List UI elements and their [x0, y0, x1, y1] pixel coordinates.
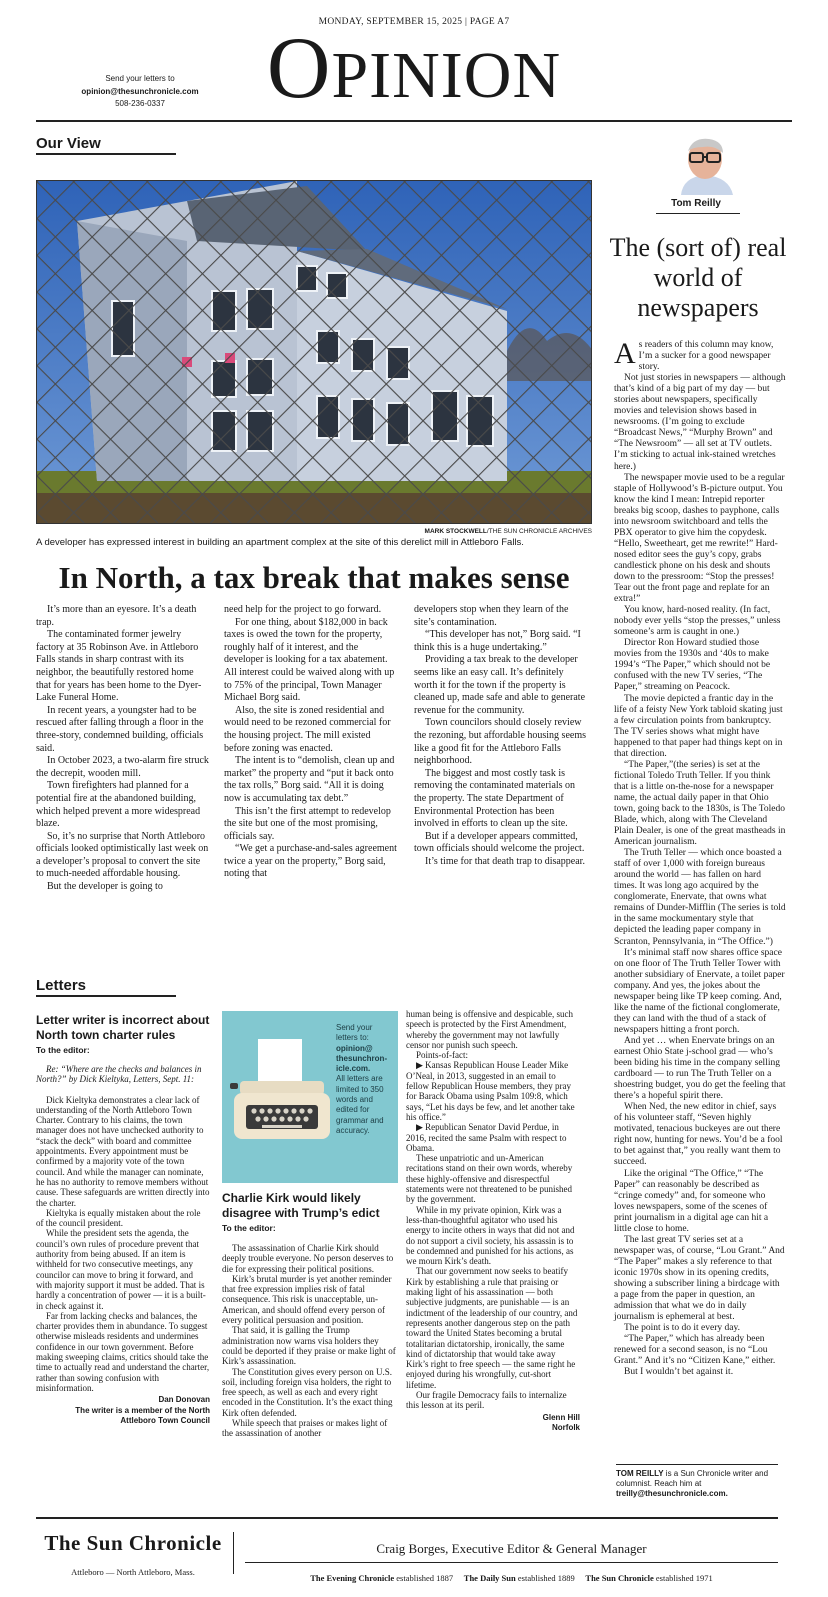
contact-phone: 508-236-0337	[115, 99, 165, 108]
letter-1-salutation: To the editor:	[36, 1045, 90, 1055]
editorial-paragraph: It’s time for that death trap to disappear.	[425, 855, 585, 867]
column-paragraph: You know, hard-nosed reality. (In fact, nobody ever yells “stop the presses,” unless someone’s arm is caught in one.)	[614, 605, 781, 638]
letter-paragraph: Kieltyka is equally mistaken about the role of the council president.	[36, 1207, 201, 1229]
paper-name: The Sun Chronicle	[585, 1573, 654, 1583]
editorial-paragraph: Town councilors should closely review the rezoning, but affordable housing seems like a good fit for the Attleboro Falls neighborhood.	[414, 717, 586, 767]
mill-photo	[36, 180, 592, 524]
editorial-paragraph: But the developer is going to	[47, 881, 163, 893]
photo-credit-name: MARK STOCKWELL	[424, 528, 487, 535]
column-paragraph: The last great TV series set at a newspaper was, of course, “Lou Grant.” And “The Paper” makes a sly reference to that iconic 1970s show in its opening credits, showing a subscriber lining a birdcage with a page from the paper in question, an admission that what we do in daily journalism is ephemeral at best.	[614, 1234, 785, 1323]
letter-paragraph: That our government now seeks to beatify Kirk by establishing a rule that praising or making light of his assassination — both subjective judgments, are punishable — is an indictment of the leadership of our country, and represents another dangerous step on the path toward the United States becoming a brutal totalitarian dictatorship, ironically, the same kind of dictatorship that would take away Kirk’s right to free speech — the same right he enjoyed during his wrongfully, cut-short lifetime.	[406, 1266, 578, 1390]
editorial-paragraph: “We get a purchase-and-sales agreement twice a year on the property,” Borg said, noting that	[224, 843, 397, 880]
letter-paragraph: Far from lacking checks and balances, the charter provides them in abundance. To suggest otherwise misleads residents and undermines confidence in our town government. Before making sweeping claims, critics should take the time to actually read and understand the charter, rather than sowing confusion with misinformation.	[36, 1310, 210, 1393]
typewriter-icon	[222, 1011, 332, 1183]
letter-1-author-line: The writer is a member of the North	[75, 1405, 210, 1415]
promo-email-part: icle.com.	[336, 1064, 371, 1074]
letter-2-headline: Charlie Kirk would likely disagree with Trump’s edict	[222, 1191, 380, 1220]
editorial-paragraph: For one thing, about $182,000 in back taxes is owed the town for the property, roughly half of it interest, and the developer is looking for a tax abatement. All interest could be waived along with up to 75% of the principal, Town Manager Michael Borg said.	[224, 616, 395, 704]
letter-paragraph: Kirk’s brutal murder is yet another reminder that free expression implies risk of fatal consequence. This risk is unacceptable, un-American, and should offend every person of every political persuasion and position.	[222, 1273, 392, 1326]
letter-1-author: Dan Donovan	[158, 1395, 210, 1405]
letter-1-reference: Re: “Where are the checks and balances in North?” by Dick Kieltyka, Letters, Sept. 11:	[36, 1064, 202, 1085]
letter-bullet: ▶ Republican Senator David Perdue, in 2016, recited the same Psalm with respect to Obama.	[406, 1122, 567, 1153]
letter-2-author: Glenn Hill	[542, 1412, 580, 1422]
editorial-paragraph: This isn’t the first attempt to redevelop the site but one of the most promising, officials say.	[224, 805, 391, 842]
dateline: MONDAY, SEPTEMBER 15, 2025 | PAGE A7	[318, 17, 510, 27]
photo-caption: A developer has expressed interest in building an apartment complex at the site of this derelict mill in Attleboro Falls.	[36, 537, 524, 548]
letter-paragraph: Points-of-fact:	[416, 1050, 468, 1061]
column-paragraph: When Ned, the new editor in chief, says of his volunteer staff, “Seven highly motivated, tenacious buckeyes are out there right now, hunting for news. You’d be a fool to bet against that,” you really want them to succeed.	[614, 1102, 783, 1168]
letter-paragraph: That said, it is galling the Trump administration now warns visa holders they could be deported if they praise or make light of Kirk’s assassination.	[222, 1325, 396, 1367]
newspaper-brand: The Sun Chronicle	[44, 1531, 222, 1555]
columnist-bio	[616, 1469, 784, 1499]
photo-credit-org: /THE SUN CHRONICLE ARCHIVES	[486, 528, 592, 535]
column-paragraph: The Truth Teller — which once boasted a staff of over 1,000 with foreign bureaus around the world — has fallen on hard times. It was long ago acquired by the conglomerate, Enervate, that owns what remains of Dunder-Mifflin (The series is told in the same mockumentary style that depicted the leading paper company in Scranton, Pennsylvania, in “The Office.”)	[614, 848, 786, 947]
paper-history	[245, 1573, 778, 1583]
editorial-paragraph: It’s more than an eyesore. It’s a death trap.	[36, 604, 197, 628]
letter-2-continued	[406, 1009, 580, 1434]
editorial-headline: In North, a tax break that makes sense	[58, 560, 570, 595]
letter-2-salutation: To the editor:	[222, 1223, 276, 1233]
letter-paragraph: The Constitution gives every person on U.S. soil, including foreign visa holders, the right to free speech, as well as each and every right encoded in the Constitution. It’s the exact thing Kirk often defended.	[222, 1366, 393, 1418]
editorial-column-1	[36, 604, 210, 894]
column-first-paragraph	[614, 337, 786, 373]
editorial-paragraph: In recent years, a youngster had to be rescued after falling through a floor in the three-story, condemned building, officials said.	[36, 704, 204, 754]
paper-established: established 1971	[655, 1573, 713, 1583]
promo-intro: Send your letters to:	[336, 1023, 373, 1043]
letters-contact	[50, 73, 230, 111]
dropcap: A	[614, 337, 636, 370]
letter-paragraph: Dick Kieltyka demonstrates a clear lack of understanding of the North Attleboro Town Charter. Contrary to his claims, the town manager does not have unchecked authority to “stack the deck” with board and committee appointments. Every appointment must be confirmed by a majority vote of the town council. And while the manager can nominate, he has no authority to remove members without cause. These safeguards are written directly into the charter.	[36, 1094, 210, 1208]
column-paragraph: “The Paper,”(the series) is set at the fictional Toledo Truth Teller. If you think that is a little on-the-nose for a newspaper name, the actual daily paper in that Ohio town, going back to the 1830s, is The Toledo Blade, which, along with The Cleveland Plain Dealer, is one of the great mastheads in American journalism.	[614, 759, 786, 848]
editorial-paragraph: developers stop when they learn of the site’s contamination.	[414, 604, 569, 628]
promo-email[interactable]	[336, 1044, 396, 1075]
column-body	[614, 337, 786, 1378]
column-paragraph: Not just stories in newspapers — although that’s kind of a big part of my day — but stories about newspapers, specifically movies and television shows based in newsrooms. (I’m going to exclude “Broadcast News,” “Murphy Brown” and “The Newsroom” — all set at TV outlets. I’m sticking to actual ink-stained wretches here.)	[614, 373, 786, 472]
letter-bullet: ▶ Kansas Republican House Leader Mike O’Neal, in 2013, suggested in an email to fellow Republican House members, they pray for Barack Obama using Psalm 109:8, which says, “Let his days be few, and let another take his office.”	[406, 1060, 575, 1122]
column-paragraph: The newspaper movie used to be a regular staple of Hollywood’s B-picture output. You know the kind I mean: Intrepid reporter breaks big scoop, dashes to payphone, calls into newsroom switchboard and tells the PBX operator to give him the copydesk. “Hello, Sweetheart, get me rewrite!” Hard-nosed editor sees the guy’s copy, grabs candlestick phone on his desk and shouts down to the pressroom: “Stop the presses! Tear out the front page and replate for an extra!”	[614, 472, 785, 605]
letter-2-town: Norfolk	[552, 1423, 580, 1433]
editorial-paragraph: “This developer has not,” Borg said. “I think this is a huge undertaking.”	[414, 629, 581, 653]
letters-promo-text	[336, 1023, 396, 1136]
letter-1-headline: Letter writer is incorrect about North town charter rules	[36, 1013, 210, 1042]
letters-label: Letters	[36, 977, 87, 994]
promo-rules: All letters are limited to 350 words and edited for grammar and accuracy.	[336, 1074, 384, 1135]
section-title-rest: PINION	[331, 39, 562, 112]
columnist-rule	[656, 213, 740, 214]
editorial-paragraph: The biggest and most costly task is removing the contaminated materials on the property. The state Department of Environmental Protection has been involved in efforts to clean up the site.	[414, 767, 576, 830]
editorial-paragraph: need help for the project to go forward.	[224, 604, 382, 615]
editorial-paragraph: Providing a tax break to the developer seems like an easy call. It’s definitely worth it for the town if the property is cleaned up, made safe and able to generate revenue for the community.	[414, 654, 586, 716]
letter-2-signature	[406, 1413, 580, 1434]
bio-text: is a Sun Chronicle writer and columnist. Reach him at	[616, 1469, 769, 1488]
column-paragraph: “The Paper,” which has already been renewed for a second season, is no “Lou Grant.” And it’s no “Citizen Kane,” either.	[614, 1334, 776, 1367]
bio-email[interactable]: treilly@thesunchronicle.com.	[616, 1489, 728, 1498]
column-paragraph: The movie depicted a frantic day in the life of a feisty New York tabloid skating just a few circulation points from bankruptcy. The TV series shows what might have happened to that paper had things kept on in that direction.	[614, 693, 783, 759]
column-paragraph: But I wouldn’t bet against it.	[624, 1367, 734, 1378]
bio-name: TOM REILLY	[616, 1469, 664, 1478]
letter-paragraph: While in my private opinion, Kirk was a less-than-thoughtful agitator who used his energy to incite others in ways that did not and do not support a civil society, his assassin is to be condemned and punished for his actions, as we mourn Kirk’s death.	[406, 1204, 575, 1267]
editorial-paragraph: So, it’s no surprise that North Attleboro officials looked optimistically last week on a developer’s proposal to convert the site to much-needed affordable housing.	[36, 830, 209, 880]
editorial-paragraph: The intent is to “demolish, clean up and market” the property and “put it back onto the tax rolls,” Borg said. “All it is doing now is accumulating tax debt.”	[224, 755, 395, 804]
promo-email-part: thesunchron-	[336, 1053, 388, 1063]
contact-email[interactable]: opinion@thesunchronicle.com	[81, 86, 199, 96]
paper-name: The Evening Chronicle	[310, 1573, 395, 1583]
columnist-photo	[653, 137, 758, 195]
column-opening-text: s readers of this column may know, I’m a sucker for a good newspaper story.	[638, 340, 774, 373]
letter-paragraph: human being is offensive and despicable, such speech is protected by the First Amendment, whereby the government may not lawfully censor nor punish such speech.	[406, 1009, 574, 1050]
footer-rule	[36, 1517, 778, 1519]
letter-2	[222, 1191, 398, 1439]
paper-established: established 1887	[396, 1573, 454, 1583]
newspaper-locale: Attleboro — North Attleboro, Mass.	[71, 1567, 195, 1577]
mill-photo-illustration	[37, 181, 592, 524]
column-paragraph: Like the original “The Office,” “The Paper” can reasonably be described as “cringe comedy” and, for someone who loves newspapers, some of the scenes of print journalism in a digital age can hit a little close to home.	[614, 1168, 769, 1234]
column-paragraph: And yet … when Enervate brings on an earnest Ohio State j-school grad — who’s been biding his time in the company selling cardboard — to run The Truth Teller on a shoestring budget, you do get the feeling that there’s a hopeful spirit there.	[614, 1035, 786, 1102]
column-paragraph: Director Ron Howard studied those movies from the 1930s and ‘40s to make 1994’s “The Paper,” which should not be confused with the new TV series, “The Paper,” streaming on Peacock.	[614, 638, 771, 693]
letter-paragraph: While the president sets the agenda, the council’s own rules of procedure prevent that authority from being abused. If an item is withheld for two consecutive meetings, any councilor can move to bring it forward, and with majority support it must be added. That is hardly a concentration of power — it is a built-in check against it.	[36, 1228, 206, 1311]
masthead-rule	[36, 120, 792, 122]
letter-1-signature	[36, 1395, 210, 1427]
column-headline: The (sort of) real world of newspapers	[609, 233, 787, 322]
column-paragraph: It’s minimal staff now shares office space on one floor of The Truth Teller Tower with another subsidiary of Enervate, a toilet paper company. And yes, the jokes about the newspaper being like TP keep coming. And, like the name of the fictional conglomerate, they can land with the thud of a stack of newspapers hitting a front porch.	[614, 947, 785, 1035]
letter-paragraph: The assassination of Charlie Kirk should deeply trouble everyone. No person deserves to die for expressing their political positions.	[222, 1243, 394, 1274]
our-view-label: Our View	[36, 135, 101, 152]
letter-1	[36, 1013, 210, 1427]
footer-divider	[233, 1532, 234, 1574]
contact-intro: Send your letters to	[105, 74, 175, 83]
editor-credit: Craig Borges, Executive Editor & General Manager	[376, 1541, 647, 1556]
columnist-name: Tom Reilly	[671, 198, 721, 209]
bio-rule	[616, 1464, 778, 1465]
letter-paragraph: While speech that praises or makes light of the assassination of another	[222, 1418, 388, 1439]
editorial-paragraph: The contaminated former jewelry factory at 35 Robinson Ave. in Attleboro Falls stands in sharp contrast with its neighbor, the beautifully restored home that for years has been home to the Dyer-Lake Funeral Home.	[36, 629, 202, 704]
letters-promo	[222, 1011, 398, 1183]
letter-paragraph: These unpatriotic and un-American recitations stand on their own words, whereby these highly-offensive and disrespectful statements were not threatened to be punished by the government.	[406, 1153, 573, 1205]
editorial-paragraph: Also, the site is zoned residential and would need to be rezoned commercial for the housing project. The mill existed before zoning was enacted.	[224, 704, 391, 754]
section-title-initial: O	[266, 20, 332, 117]
editorial-paragraph: Town firefighters had planned for a potential fire at the abandoned building, which helped prevent a more widespread blaze.	[36, 780, 201, 830]
editorial-paragraph: In October 2023, a two-alarm fire struck the decrepit, wooden mill.	[36, 755, 209, 779]
editorial-column-2	[224, 604, 398, 881]
editorial-column-3	[414, 604, 588, 868]
our-view-rule	[36, 153, 176, 155]
paper-established: established 1889	[517, 1573, 575, 1583]
paper-name: The Daily Sun	[463, 1573, 516, 1583]
letter-1-author-line: Attleboro Town Council	[120, 1416, 210, 1426]
letters-rule	[36, 995, 176, 997]
editor-rule	[245, 1562, 778, 1563]
photo-credit	[36, 528, 592, 535]
editorial-paragraph: But if a developer appears committed, town officials should welcome the project.	[414, 830, 585, 855]
promo-email-part: opinion@	[336, 1043, 373, 1053]
column-paragraph: The point is to do it every day.	[624, 1323, 740, 1334]
letter-paragraph: Our fragile Democracy fails to internalize this lesson at its peril.	[406, 1389, 567, 1411]
columnist-headshot-illustration	[653, 137, 758, 195]
